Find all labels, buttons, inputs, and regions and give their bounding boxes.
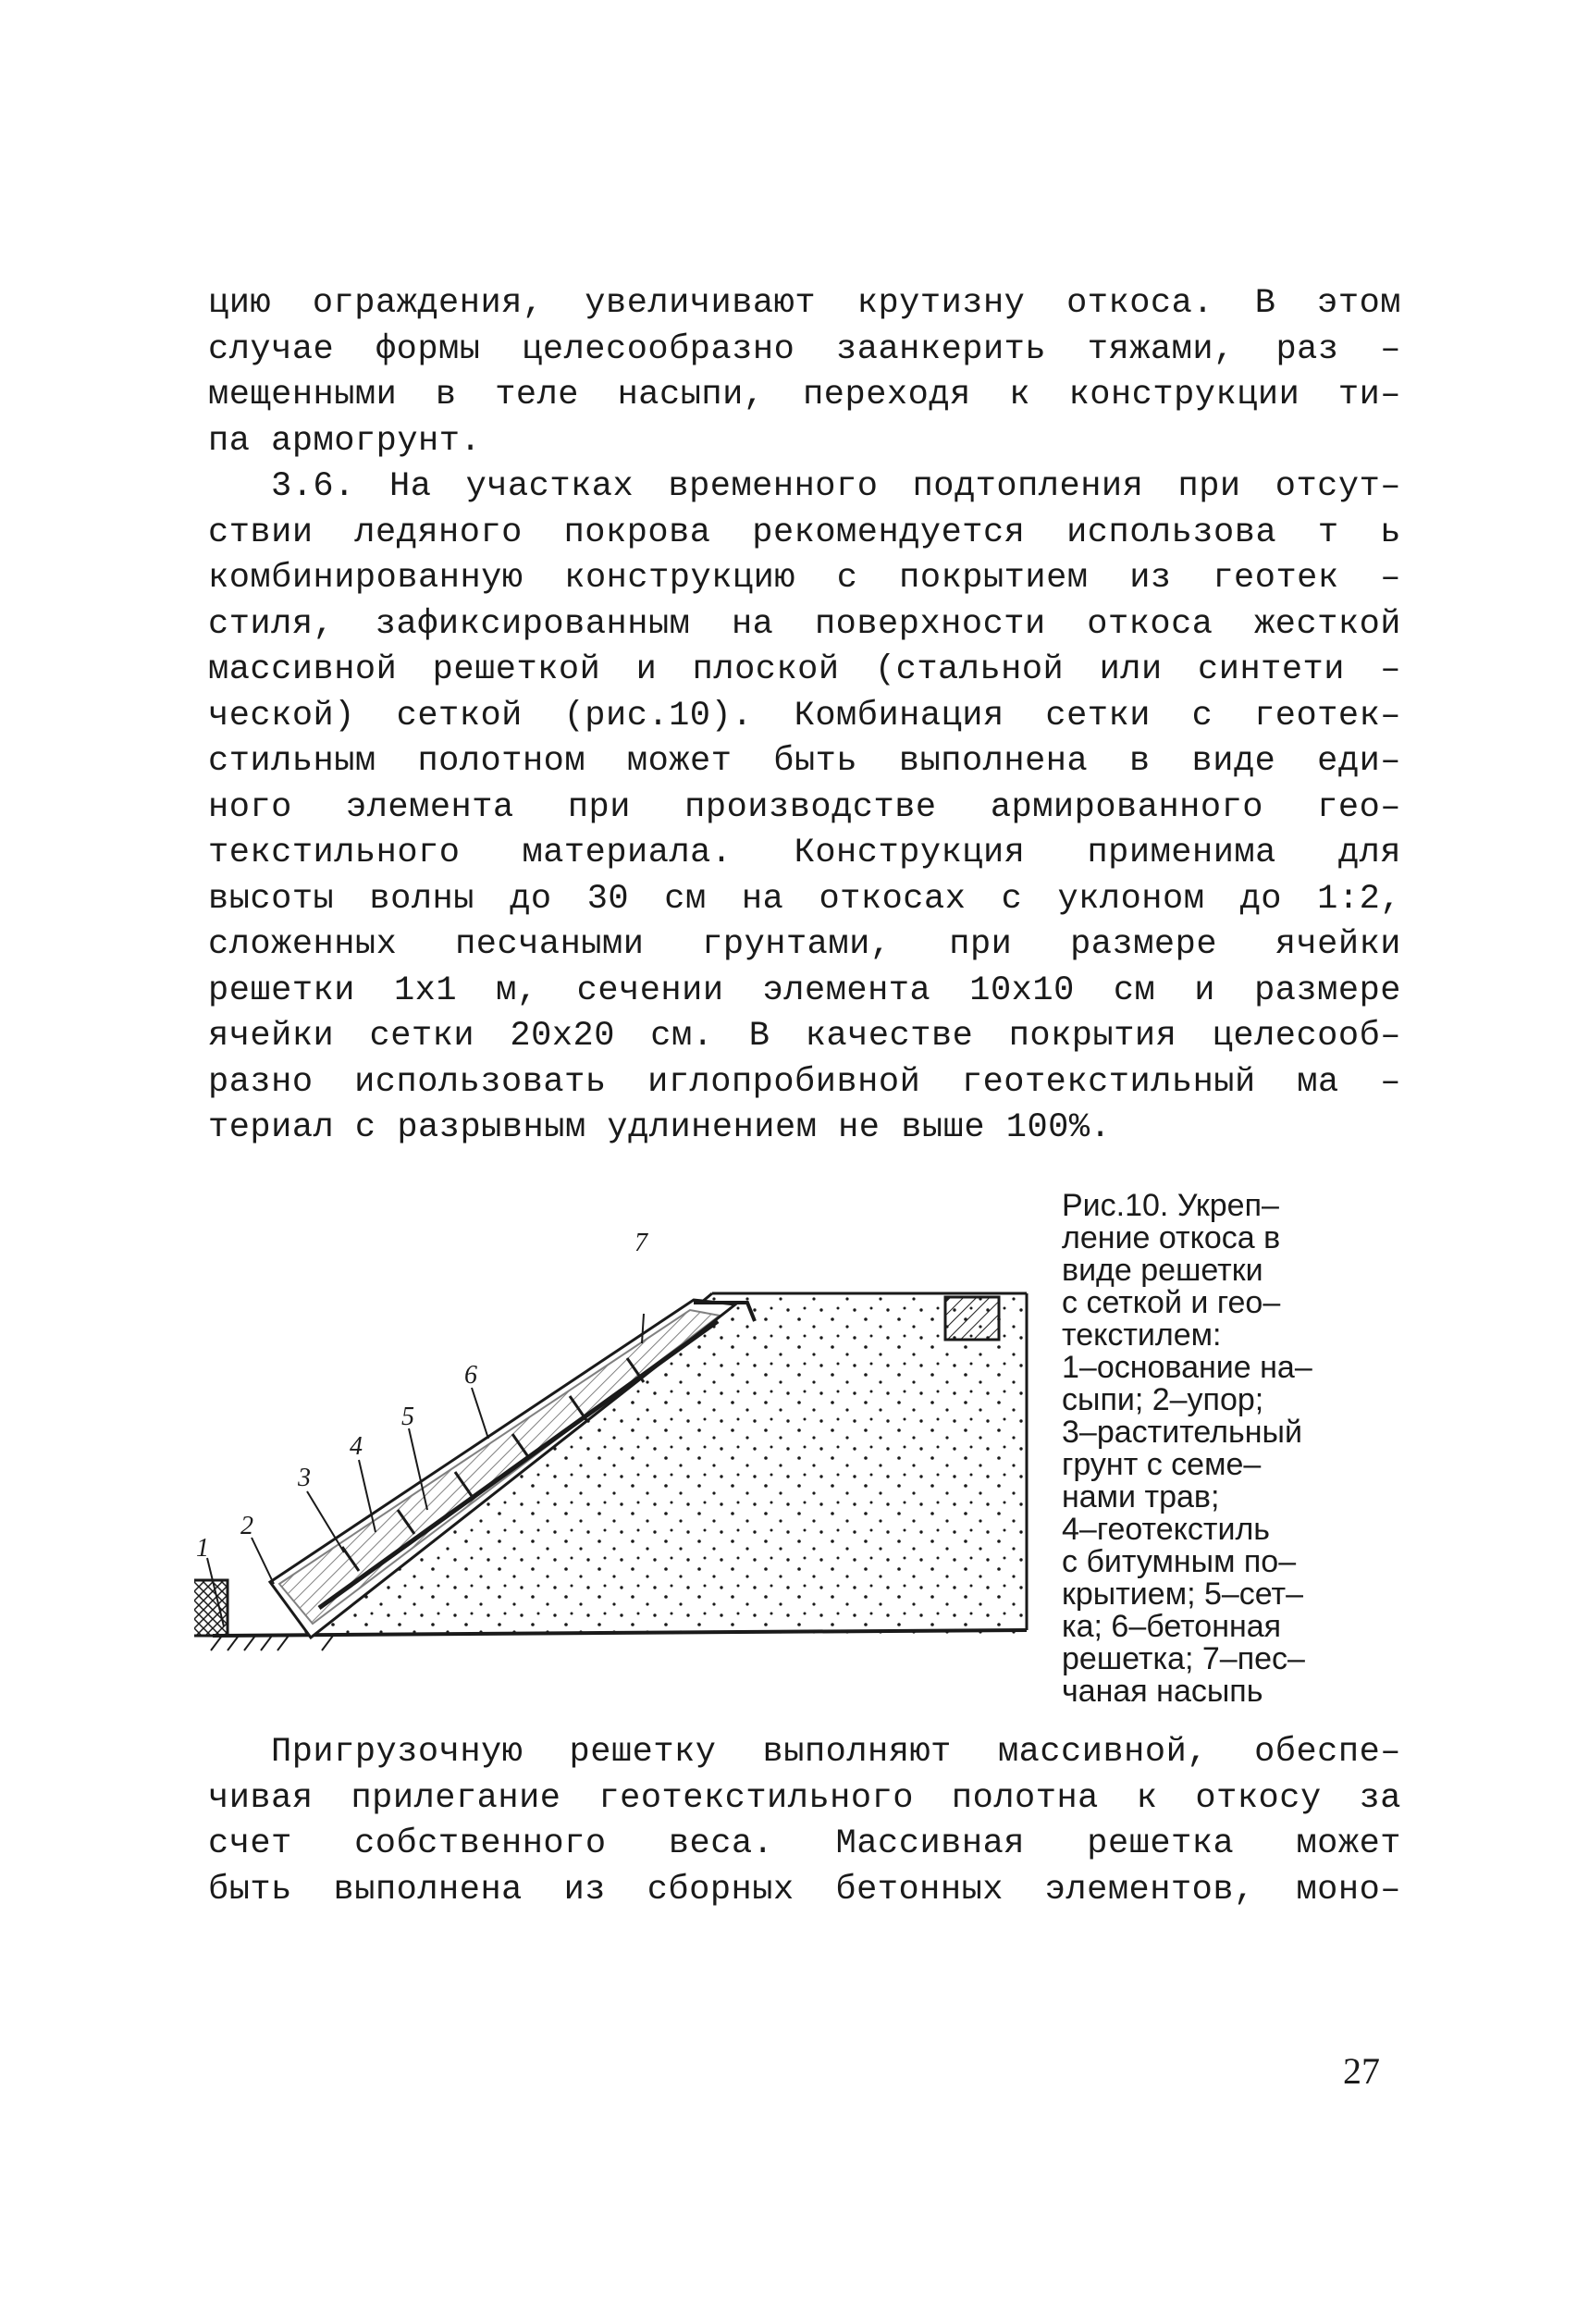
- text-line: ческой) сеткой (рис.10). Комбинация сетки с геотек–: [208, 696, 1401, 736]
- figure-label-1: 1: [196, 1534, 209, 1563]
- text-line: цию ограждения, увеличивают крутизну откоса. В этом: [208, 284, 1401, 323]
- caption-line: виде решетки: [1062, 1253, 1263, 1288]
- text-line: ного элемента при производстве армированного гео–: [208, 787, 1401, 827]
- text-line: комбинированную конструкцию с покрытием из геотек –: [208, 559, 1401, 598]
- text-line: стиля, зафиксированным на поверхности откоса жесткой: [208, 604, 1401, 644]
- top-text-block: [208, 281, 1401, 1152]
- caption-line: 1–основание на–: [1062, 1350, 1312, 1385]
- figure-label-7: 7: [634, 1229, 647, 1257]
- caption-line: с сеткой и гео–: [1062, 1285, 1281, 1320]
- caption-line: чаная насыпь: [1062, 1674, 1263, 1709]
- figure-label-3: 3: [298, 1464, 311, 1492]
- text-line: счет собственного веса. Массивная решетка может: [208, 1824, 1401, 1863]
- caption-line: ка; 6–бетонная: [1062, 1609, 1282, 1644]
- bottom-text-block: [208, 1730, 1401, 1913]
- text-line: решетки 1х1 м, сечении элемента 10х10 см и размере: [208, 970, 1401, 1010]
- caption-line: крытием; 5–сет–: [1062, 1576, 1304, 1612]
- caption-line: ление откоса в: [1062, 1220, 1281, 1255]
- text-line: сложенных песчаными грунтами, при размере ячейки: [208, 925, 1401, 964]
- caption-line: сыпи; 2–упор;: [1062, 1382, 1264, 1417]
- text-line: высоты волны до 30 см на откосах с уклоном до 1:2,: [208, 879, 1401, 919]
- text-line: па армогрунт.: [208, 421, 482, 461]
- figure-label-4: 4: [350, 1432, 363, 1461]
- toe-stop: [194, 1580, 228, 1636]
- caption-line: решетка; 7–пес–: [1062, 1641, 1305, 1676]
- caption-line: 4–геотекстиль: [1062, 1512, 1271, 1547]
- caption-line: нами трав;: [1062, 1479, 1220, 1514]
- text-line: массивной решеткой и плоской (стальной или синтети –: [208, 650, 1401, 689]
- text-line: случае формы целесообразно заанкерить тяжами, раз –: [208, 329, 1401, 369]
- text-line: чивая прилегание геотекстильного полотна к откосу за: [208, 1778, 1401, 1818]
- slope-reinforcement-figure: [194, 1203, 1054, 1684]
- text-line: 3.6. На участках временного подтопления при отсут–: [271, 467, 1401, 506]
- text-line: текстильного материала. Конструкция применима для: [208, 834, 1401, 872]
- figure-caption: [1062, 1190, 1404, 1708]
- text-line: мещенными в теле насыпи, переходя к конструкции ти–: [208, 376, 1401, 414]
- text-line: быть выполнена из сборных бетонных элементов, моно–: [208, 1870, 1401, 1910]
- figure-label-6: 6: [464, 1361, 477, 1390]
- text-line: териал с разрывным удлинением не выше 100%.: [208, 1108, 1112, 1147]
- caption-line: 3–растительный: [1062, 1415, 1302, 1450]
- text-line: ствии ледяного покрова рекомендуется использова т ь: [208, 513, 1401, 552]
- text-line: ячейки сетки 20х20 см. В качестве покрытия целесооб–: [208, 1017, 1401, 1056]
- text-line: разно использовать иглопробивной геотекстильный ма –: [208, 1062, 1401, 1102]
- text-line: стильным полотном может быть выполнена в виде еди–: [208, 742, 1401, 781]
- page-number: 27: [1343, 2050, 1380, 2092]
- caption-line: с битумным по–: [1062, 1544, 1297, 1579]
- figure-drawing: [194, 1203, 1054, 1684]
- text-line: Пригрузочную решетку выполняют массивной, обеспе–: [271, 1733, 1401, 1772]
- figure-label-2: 2: [240, 1512, 253, 1540]
- caption-line: текстилем:: [1062, 1317, 1222, 1353]
- caption-line: грунт с семе–: [1062, 1447, 1262, 1482]
- figure-label-5: 5: [401, 1403, 414, 1431]
- caption-line: Рис.10. Укреп–: [1062, 1188, 1279, 1223]
- crest-block: [945, 1297, 999, 1340]
- ground-hatch: [211, 1636, 333, 1650]
